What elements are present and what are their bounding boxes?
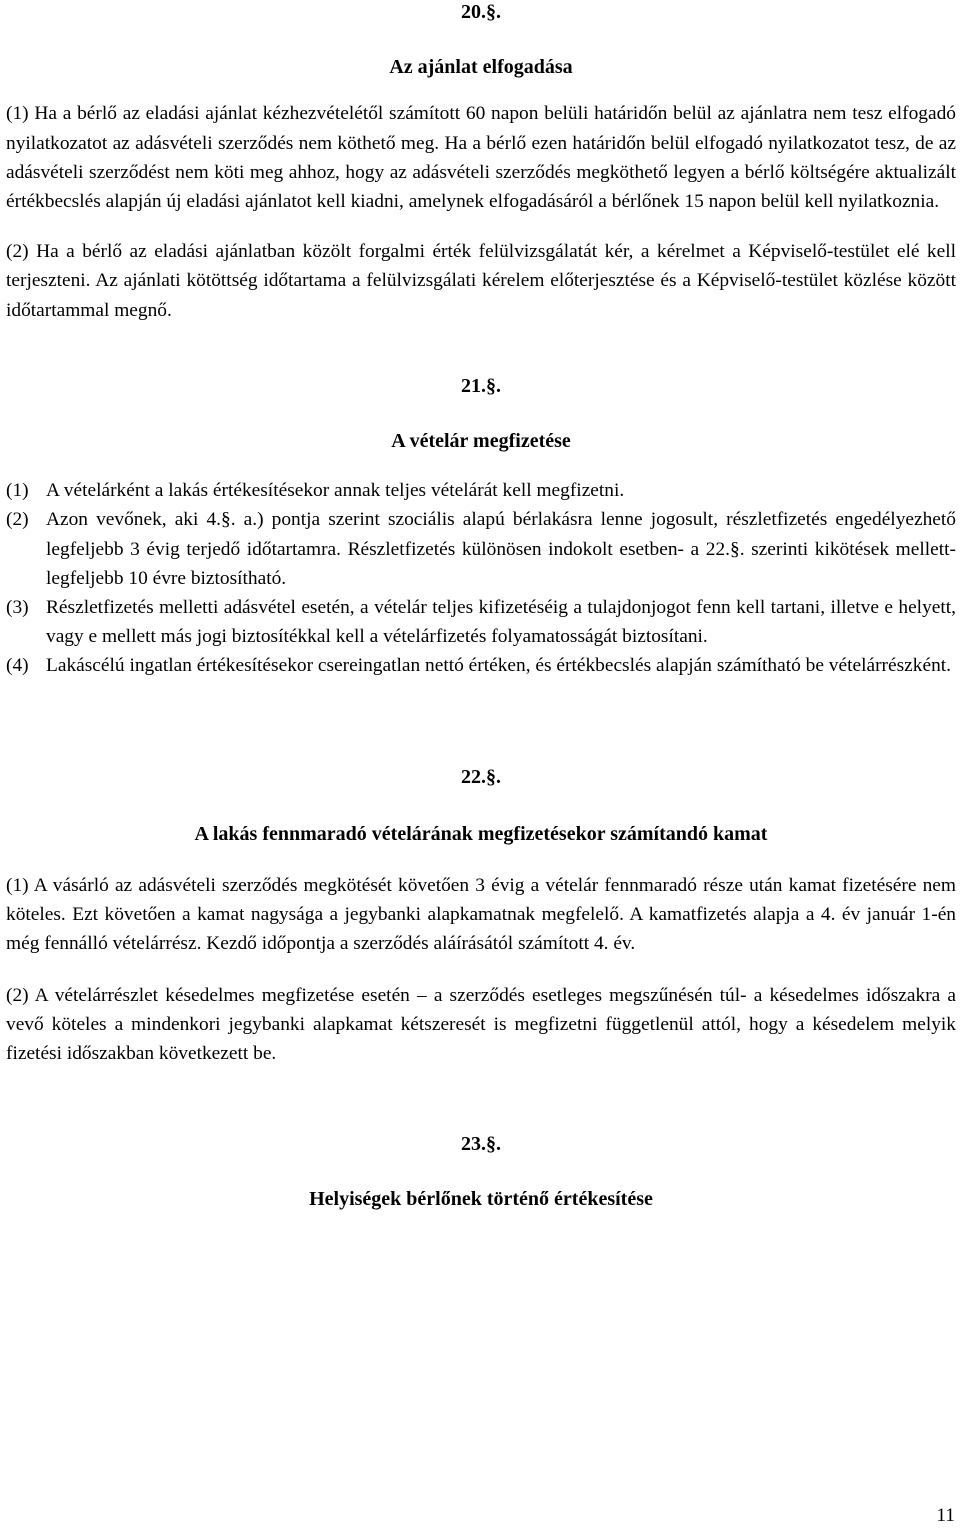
page-number: 11 bbox=[936, 1505, 955, 1526]
list-item-text: Lakáscélú ingatlan értékesítésekor csereingatlan nettó értéken, és értékbecslés alapján számítható be vételárrészként. bbox=[46, 655, 952, 677]
list-item bbox=[6, 593, 956, 651]
list-item-number: (3) bbox=[6, 597, 29, 619]
list-item bbox=[6, 476, 956, 505]
section-23-number: 23.§. bbox=[461, 1133, 501, 1156]
section-21-number: 21.§. bbox=[461, 374, 501, 397]
section-20-paragraph-2: (2) Ha a bérlő az eladási ajánlatban közölt forgalmi érték felülvizsgálatát kér, a kérelmet a Képviselő-testület elé kell terjeszteni. Az ajánlati kötöttség időtartama a felülvizsgálati kérelem előterjesztése és a Képviselő-testület közlése között időtartammal megnő. bbox=[6, 241, 956, 321]
section-22-number: 22.§. bbox=[461, 765, 501, 788]
section-22-paragraph-2: (2) A vételárrészlet késedelmes megfizetése esetén – a szerződés esetleges megszűnésén túl- a késedelmes időszakra a vevő köteles a mindenkori jegybanki alapkamat kétszeresét is megfizetni függetlenül attól, hogy a késedelem melyik fizetési időszakban következett be. bbox=[6, 984, 956, 1065]
list-item-text: Azon vevőnek, aki 4.§. a.) pontja szerint szociális alapú bérlakásra lenne jogosult, részletfizetés engedélyezhető legfeljebb 3 évig terjedő időtartamra. Részletfizetés különösen indokolt esetben- a 22.§. szerinti kikötések mellett- legfeljebb 10 évre biztosítható. bbox=[46, 509, 956, 589]
list-item bbox=[6, 651, 956, 680]
section-20-title: Az ajánlat elfogadása bbox=[389, 56, 573, 79]
section-22-title: A lakás fennmaradó vételárának megfizetésekor számítandó kamat bbox=[194, 822, 768, 845]
section-21-title: A vételár megfizetése bbox=[391, 430, 571, 453]
section-23-title: Helyiségek bérlőnek történő értékesítése bbox=[309, 1188, 653, 1211]
list-item-text: Részletfizetés melletti adásvétel esetén, a vételár teljes kifizetéséig a tulajdonjogot fenn kell tartani, illetve e helyett, vagy e mellett más jogi biztosítékkal kell a vételárfizetés folyamatosságát biztosítani. bbox=[46, 597, 956, 648]
list-item-number: (2) bbox=[6, 509, 29, 531]
section-22-paragraph-1: (1) A vásárló az adásvételi szerződés megkötését követően 3 évig a vételár fennmaradó része után kamat fizetésére nem köteles. Ezt követően a kamat nagysága a jegybanki alapkamatnak megfelelő. A kamatfizetés alapja a 4. év január 1-én még fennálló vételárrész. Kezdő időpontja a szerződés aláírásától számított 4. év. bbox=[6, 875, 956, 955]
list-item-number: (4) bbox=[6, 655, 29, 677]
section-20-paragraph-1: (1) Ha a bérlő az eladási ajánlat kézhezvételétől számított 60 napon belüli határidőn belül az ajánlatra nem tesz elfogadó nyilatkozatot az adásvételi szerződés nem köthető meg. Ha a bérlő ezen határidőn belül elfogadó nyilatkozatot tesz, de az adásvételi szerződést nem köti meg ahhoz, hogy az adásvételi szerződés megköthető legyen a bérlő költségére aktualizált értékbecslés alapján új eladási ajánlatot kell kiadni, amelynek elfogadásáról a bérlőnek 15 napon belül kell nyilatkoznia. bbox=[6, 103, 956, 213]
list-item-text: A vételárként a lakás értékesítésekor annak teljes vételárát kell megfizetni. bbox=[46, 480, 625, 502]
section-21-list bbox=[6, 476, 956, 680]
section-20-number: 20.§. bbox=[461, 1, 501, 23]
list-item bbox=[6, 505, 956, 593]
document-page bbox=[6, 0, 956, 1215]
list-item-number: (1) bbox=[6, 480, 29, 502]
